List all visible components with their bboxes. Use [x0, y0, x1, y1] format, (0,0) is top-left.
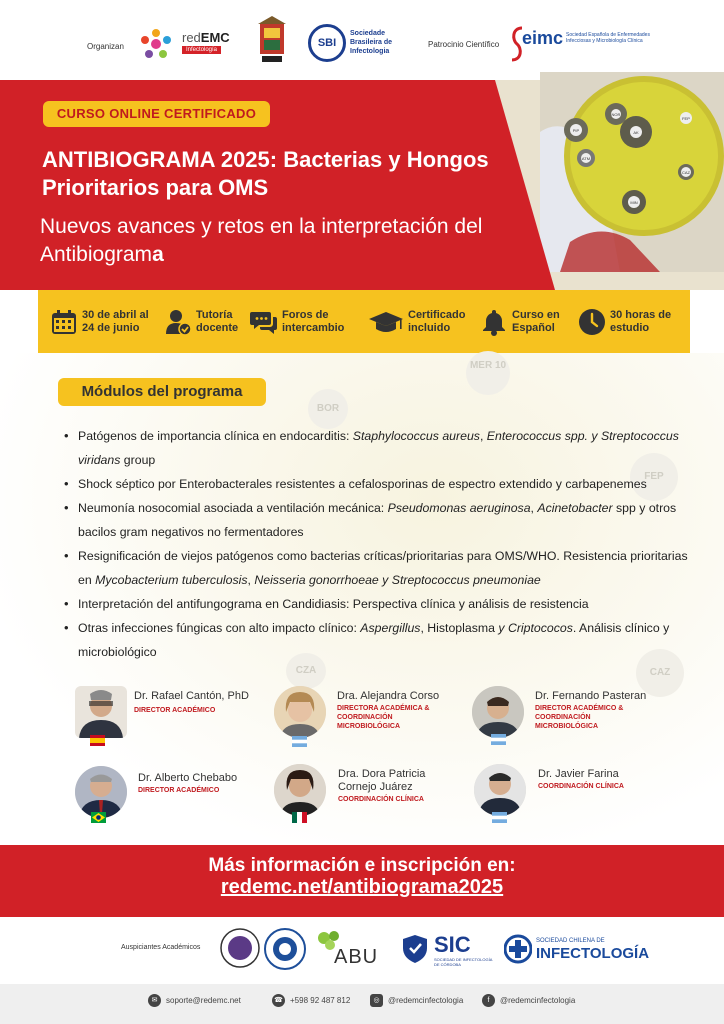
seimc-name: eimc — [522, 28, 564, 48]
course-badge: CURSO ONLINE CERTIFICADO — [43, 101, 270, 127]
argentina-flag-icon — [491, 734, 506, 745]
info-horas-text: 30 horas de estudio — [610, 309, 672, 334]
avatar-corso — [274, 686, 326, 738]
chile-cross-icon — [504, 934, 532, 964]
disc-label-caz: CAZ — [682, 170, 690, 175]
sbi-logo — [308, 24, 404, 64]
cta-registration-link[interactable]: redemc.net/antibiograma2025 — [220, 876, 504, 898]
faculty-role-chebabo: DIRECTOR ACADÉMICO — [138, 787, 220, 794]
modules-list — [60, 424, 700, 664]
bg-disc-caz: CAZ — [636, 649, 684, 697]
bg-disc-cza: CZA — [286, 653, 326, 689]
chile-society-top: SOCIEDAD CHILENA DE — [536, 938, 605, 944]
avatar-canton — [75, 686, 127, 738]
module-item: • Neumonía nosocomial asociada a ventilación mecánica: Pseudomonas aeruginosa, Acinetobacter spp y otros bacilos gram negativos no fermentadores — [60, 496, 700, 544]
chile-society-main: INFECTOLOGÍA — [536, 945, 650, 962]
info-tutoria — [164, 305, 246, 339]
course-title: ANTIBIOGRAMA 2025: Bacterias y Hongos Prioritarios para OMS — [42, 147, 489, 200]
disc-label-pip: PIP — [572, 128, 580, 133]
bg-disc-mer: MER 10 — [466, 351, 510, 395]
avatar-chebabo — [75, 766, 127, 818]
info-foros-text: Foros de intercambio — [282, 309, 345, 334]
mexico-flag-icon — [292, 812, 307, 823]
user-check-icon — [164, 308, 192, 336]
calendar-icon — [50, 308, 78, 336]
bg-disc-bor: BOR — [308, 389, 348, 429]
seimc-fullname: Sociedad Española de Enfermedades Infecciosas y Microbiología Clínica — [566, 32, 650, 44]
module-item: • Resignificación de viejos patógenos como bacterias críticas/prioritarias para OMS/WHO. Resistencia prioritarias en Mycobacterium tuberculosis, Neisseria gonorrhoeae y Streptococcus pneumoniae — [60, 544, 700, 592]
faculty-name-cornejo: Dra. Dora Patricia Cornejo Juárez — [338, 768, 426, 793]
faculty-name-chebabo: Dr. Alberto Chebabo — [138, 772, 238, 784]
bell-icon — [480, 308, 508, 336]
faculty-role-farina: COORDINACIÓN CLÍNICA — [538, 783, 624, 790]
footer-email[interactable]: ✉ soporte@redemc.net — [148, 994, 241, 1007]
footer-phone[interactable]: ☎ +598 92 487 812 — [272, 994, 350, 1007]
disc-label-ak: AK — [633, 130, 639, 135]
sbi-emblem: SBI — [308, 24, 346, 62]
faculty-role-pasteran: DIRECTOR ACADÉMICO & COORDINACIÓN MICROBIOLÓGICA — [535, 705, 624, 730]
info-idioma — [480, 305, 566, 339]
avatar-cornejo — [274, 764, 326, 816]
seimc-logo — [510, 22, 660, 66]
course-subtitle: Nuevos avances y retos en la interpretación del Antibiograma — [40, 215, 483, 266]
abu-logo-text: ABU — [334, 946, 379, 968]
faculty-role-canton: DIRECTOR ACADÉMICO — [134, 707, 216, 714]
info-horas — [578, 305, 676, 339]
argentina-flag-icon — [292, 736, 307, 747]
graduation-cap-icon — [368, 308, 404, 336]
info-dates — [50, 305, 162, 339]
patrocinio-label: Patrocinio Científico — [428, 40, 500, 49]
brazil-flag-icon — [91, 812, 106, 823]
university-crest-logo — [254, 16, 290, 70]
faculty-name-farina: Dr. Javier Farina — [538, 768, 619, 780]
info-idioma-text: Curso en Español — [512, 309, 560, 334]
chat-bubbles-icon — [250, 308, 278, 336]
redemc-subtitle: Infectología — [182, 46, 221, 54]
avatar-pasteran — [472, 686, 524, 738]
module-item: • Otras infecciones fúngicas con alto impacto clínico: Aspergillus, Histoplasma y Criptococos. Análisis clínico y microbiológico — [60, 616, 700, 664]
sbi-name: Sociedade Brasileira de Infectologia — [350, 30, 393, 55]
cta-info-text: Más información e inscripción en: — [208, 855, 516, 876]
sic-logo-text: SIC — [434, 932, 471, 957]
footer-bar — [0, 984, 724, 1024]
avatar-farina — [474, 764, 526, 816]
disc-label-nor: NOR — [611, 112, 621, 117]
faculty-name-canton: Dr. Rafael Cantón, PhD — [134, 690, 249, 702]
modules-title: Módulos del programa — [58, 378, 266, 406]
disc-label-min: MIN — [630, 200, 638, 205]
sponsor-seal-2-logo — [264, 928, 306, 970]
sponsor-seal-1-logo — [220, 928, 260, 968]
redemc-logo — [140, 26, 240, 62]
spain-flag-icon — [90, 735, 105, 746]
petri-dish-image — [540, 72, 724, 272]
instagram-icon: ◎ — [370, 994, 383, 1007]
info-certificado-text: Certificado incluido — [408, 309, 466, 334]
faculty-name-corso: Dra. Alejandra Corso — [337, 690, 440, 702]
bg-disc-fep: FEP — [630, 453, 678, 501]
info-dates-text: 30 de abril al 24 de junio — [82, 309, 149, 334]
course-info-bar — [38, 290, 690, 353]
whatsapp-icon: ☎ — [272, 994, 285, 1007]
info-foros — [250, 305, 352, 339]
faculty-role-cornejo: COORDINACIÓN CLÍNICA — [338, 796, 424, 803]
info-certificado — [368, 305, 474, 339]
sponsors-label: Auspiciantes Académicos — [121, 944, 201, 951]
info-tutoria-text: Tutoría docente — [196, 309, 239, 334]
organizan-label: Organizan — [87, 42, 124, 51]
disc-label-fep: FEP — [682, 116, 690, 121]
module-item: • Shock séptico por Enterobacterales resistentes a cefalosporinas de espectro extendido y carbapenemes — [60, 472, 700, 496]
email-icon: ✉ — [148, 994, 161, 1007]
module-item: • Patógenos de importancia clínica en endocarditis: Staphylococcus aureus, Enterococcus spp. y Streptococcus viridans group — [60, 424, 700, 472]
footer-facebook[interactable]: f @redemcinfectologia — [482, 994, 575, 1007]
redemc-dots-icon — [140, 28, 172, 60]
argentina-flag-icon — [492, 812, 507, 823]
sic-shield-icon — [402, 934, 428, 964]
redemc-name: redEMC — [182, 30, 230, 45]
sic-subtitle: SOCIEDAD DE INFECTOLOGÍA DE CÓRDOBA — [434, 957, 493, 967]
footer-instagram[interactable]: ◎ @redemcinfectologia — [370, 994, 463, 1007]
clock-icon — [578, 308, 606, 336]
faculty-role-corso: DIRECTORA ACADÉMICA & COORDINACIÓN MICROBIOLÓGICA — [337, 705, 430, 730]
disc-label-atm: ATM — [581, 156, 591, 161]
facebook-icon: f — [482, 994, 495, 1007]
faculty-name-pasteran: Dr. Fernando Pasteran — [535, 690, 647, 702]
module-item: • Interpretación del antifungograma en Candidiasis: Perspectiva clínica y análisis de resistencia — [60, 592, 700, 616]
